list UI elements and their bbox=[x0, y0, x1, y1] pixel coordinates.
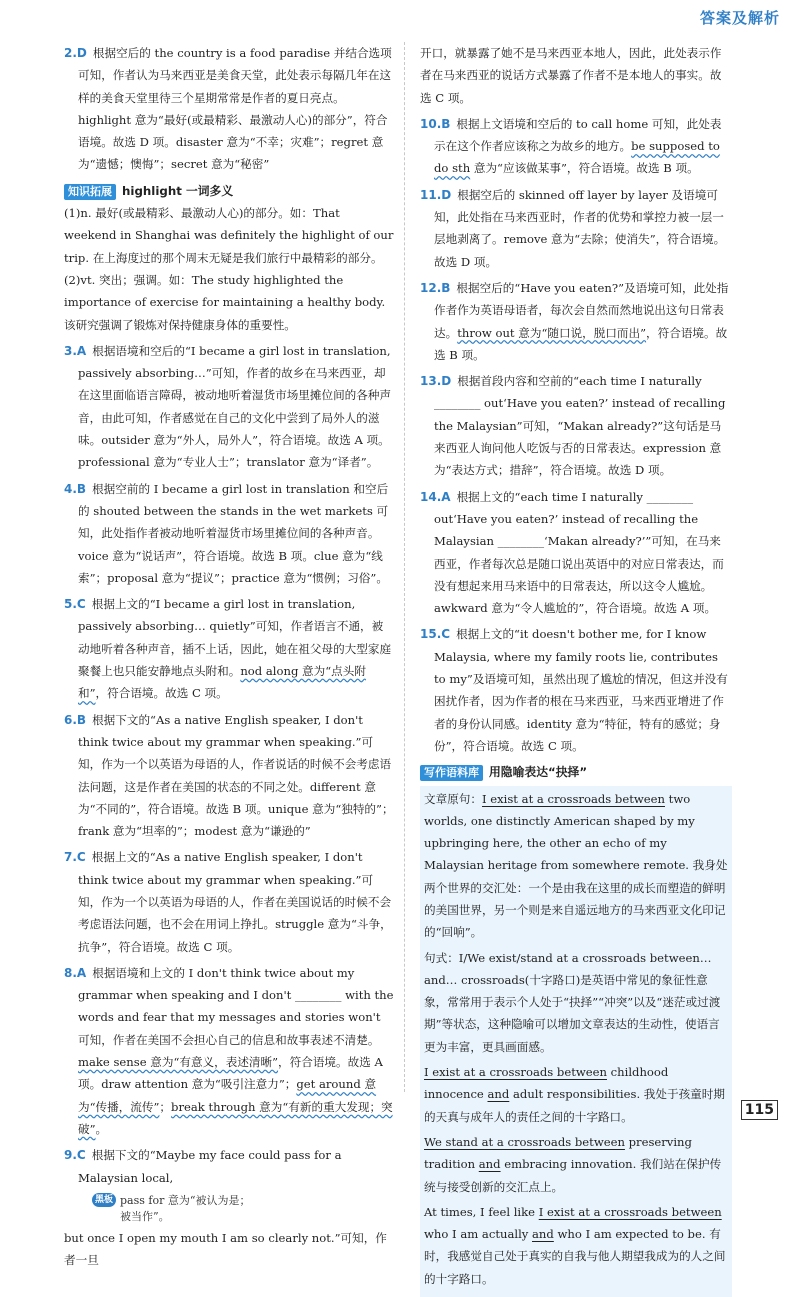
answer-explanation: 根据语境和空后的“I became a girl lost in translation, passively absorbing…”可知，作者的故乡在马来西亚，却在这里面临语言障碍，被动地听着湿货市场里摊位间的各种声音，由此可知，作者感觉在自己的文化中尝到了局外人的滋味。outsider 意为“外人，局外人”，符合语境。故选 A 项。professional 意为“专业人士”；translator 意为“译者”。 bbox=[78, 344, 391, 469]
knowledge-box bbox=[64, 180, 394, 336]
blackboard-icon: 黑板 bbox=[92, 1193, 116, 1207]
answer-letter: D bbox=[441, 374, 451, 388]
answer-item-6: 6.B 根据下文的“As a native English speaker, I don't think twice about my grammar when speaking.”可知，作为一个以英语为母语的人，作者说话的时候不会考虑语法问题，这是作者在美国的状态的不同之处。different 意为“不同的”，符合语境。故选 B 项。unique 意为“独特的”；frank 意为“坦率的”；modest 意为“谦逊的” bbox=[64, 709, 394, 843]
answer-item-13: 13.D 根据首段内容和空前的“each time I naturally ________ out‘Have you eaten?’ instead of recalling the Malaysian”可知，“Makan already?”这句话是马来西亚人询问他人吃饭与否的日常表达。expression 意为“表达方式；措辞”，符合语境。故选 D 项。 bbox=[420, 370, 732, 481]
answer-letter: B bbox=[77, 713, 86, 727]
example-3: At times, I feel like I exist at a crossroads between who I am actually and who I am expected to be. 有时，我感觉自己处于真实的自我与他人期望我成为的人之间的十字路口。 bbox=[424, 1201, 728, 1290]
answer-letter: D bbox=[77, 46, 87, 60]
answer-explanation: 根据空后的 the country is a food paradise 并结合选项可知，作者认为马来西亚是美食天堂，此处表示每隔几年在这样的美食天堂里待三个星期常常是作者的夏日亮点。highlight 意为“最好(或最精彩、最激动人心)的部分”，符合语境。故选 D 项。disaster 意为“不幸；灾难”；regret 意为“遗憾；懊悔”；secret 意为“秘密” bbox=[78, 46, 392, 171]
answer-item-9-continued-right: 开口，就暴露了她不是马来西亚本地人，因此，此处表示作者在马来西亚的说话方式暴露了作者不是本地人的事实。故选 C 项。 bbox=[420, 42, 732, 109]
example-1: I exist at a crossroads between childhood innocence and adult responsibilities. 我处于孩童时期的天真与成年人的责任之间的十字路口。 bbox=[424, 1061, 728, 1128]
answer-letter: A bbox=[77, 966, 86, 980]
answer-explanation: 根据上文的“it doesn't bother me, for I know Malaysia, where my family roots lie, contributes to my”及语境可知，虽然出现了尴尬的情况，但这并没有困扰作者，因为作者的根在马来西亚，马来西亚增进了作者的身份认同感。identity 意为“特征，特有的感觉；身份”，符合语境。故选 C 项。 bbox=[434, 627, 728, 752]
example-2: We stand at a crossroads between preserving tradition and embracing innovation. 我们站在保护传统与接受创新的交汇点上。 bbox=[424, 1131, 728, 1198]
knowledge-line-2: (2)vt. 突出；强调。如：The study highlighted the importance of exercise for maintaining a healthy body. 该研究强调了锻炼对保持健康身体的重要性。 bbox=[64, 269, 394, 336]
answer-item-12: 12.B 根据空后的“Have you eaten?”及语境可知，此处指作者作为英语母语者，每次会自然而然地说出这句日常表达。throw out 意为“随口说，脱口而出”，符合语境。故选 B 项。 bbox=[420, 277, 732, 366]
header-title: 答案及解析 bbox=[700, 7, 780, 28]
page-header bbox=[700, 0, 780, 34]
writing-corpus-box bbox=[420, 761, 732, 1297]
answer-letter: B bbox=[441, 281, 450, 295]
highlighted-phrase: make sense 意为“有意义，表述清晰” bbox=[78, 1055, 278, 1069]
answer-item-9: 9.C 根据下文的“Maybe my face could pass for a Malaysian local, bbox=[64, 1144, 394, 1189]
answer-letter: A bbox=[441, 490, 450, 504]
answer-item-11: 11.D 根据空后的 skinned off layer by layer 及语境可知，此处指在马来西亚时，作者的优势和掌控力被一层一层地剥离了。remove 意为“去除；使消失”，符合语境。故选 D 项。 bbox=[420, 184, 732, 273]
knowledge-line-1: (1)n. 最好(或最精彩、最激动人心)的部分。如：That weekend in Shanghai was definitely the highlight of our trip. 在上海度过的那个周末无疑是我们旅行中最精彩的部分。 bbox=[64, 202, 394, 269]
answer-explanation: 根据上文的“each time I naturally ________ out‘Have you eaten?’ instead of recalling the Malaysian ________‘Makan already?’”可知，在马来西亚，作者每次总是随口说出英语中的对应日常表达，而没有想起来用马来语中的日常表达，所以这令人尴尬。awkward 意为“令人尴尬的”，符合语境。故选 A 项。 bbox=[434, 490, 724, 615]
answer-item-15: 15.C 根据上文的“it doesn't bother me, for I know Malaysia, where my family roots lie, contributes to my”及语境可知，虽然出现了尴尬的情况，但这并没有困扰作者，因为作者的根在马来西亚，马来西亚增进了作者的身份认同感。identity 意为“特征，特有的感觉；身份”，符合语境。故选 C 项。 bbox=[420, 623, 732, 757]
writing-corpus-tag: 写作语料库 bbox=[420, 765, 483, 781]
answer-explanation: 根据上文的“As a native English speaker, I don't think twice about my grammar when speaking.”可知，作为一个以英语为母语的人，作者在美国说话的时候不会考虑语法问题，也不会在用词上挣扎。struggle 意为“斗争，抗争”，符合语境。故选 C 项。 bbox=[78, 850, 392, 953]
writing-corpus-title: 用隐喻表达“抉择” bbox=[489, 765, 587, 779]
writing-corpus-content bbox=[420, 786, 732, 1297]
highlighted-phrase: get around 意为“传播，流传” bbox=[78, 1077, 376, 1113]
answer-letter: B bbox=[77, 482, 86, 496]
answer-item-14: 14.A 根据上文的“each time I naturally ________ out‘Have you eaten?’ instead of recalling the Malaysian ________‘Makan already?’”可知，在马来西亚，作者每次总是随口说出英语中的对应日常表达，而没有想起来用马来语中的日常表达，所以这令人尴尬。awkward 意为“令人尴尬的”，符合语境。故选 A 项。 bbox=[420, 486, 732, 620]
highlighted-phrase: break through 意为“有新的重大发现；突破” bbox=[78, 1100, 393, 1136]
answer-explanation: 根据下文的“As a native English speaker, I don't think twice about my grammar when speaking.”可知，作为一个以英语为母语的人，作者说话的时候不会考虑语法问题，这是作者在美国的状态的不同之处。different 意为“不同的”，符合语境。故选 B 项。unique 意为“独特的”；frank 意为“坦率的”；modest 意为“谦逊的” bbox=[78, 713, 394, 838]
answer-item-5: 5.C 根据上文的“I became a girl lost in translation, passively absorbing… quietly”可知，作者语言不通，被动地听着各种声音，插不上话，因此，她在祖父母的大型家庭聚餐上也只能安静地点头附和。nod along 意为“点头附和”，符合语境。故选 C 项。 bbox=[64, 593, 394, 704]
answer-letter: C bbox=[77, 850, 86, 864]
answer-letter: A bbox=[77, 344, 86, 358]
answer-explanation: 根据首段内容和空前的“each time I naturally ________ out‘Have you eaten?’ instead of recalling the Malaysian”可知，“Makan already?”这句话是马来西亚人询问他人吃饭与否的日常表达。expression 意为“表达方式；措辞”，符合语境。故选 D 项。 bbox=[434, 374, 725, 477]
answer-letter: C bbox=[77, 597, 86, 611]
knowledge-tag: 知识拓展 bbox=[64, 184, 116, 200]
original-sentence: 文章原句：I exist at a crossroads between two worlds, one distinctly American shaped by my upbringing here, the other an echo of my Malaysian heritage from somewhere remote. 我身处两个世界的交汇处：一个是由我在这里的成长而塑造的鲜明的美国世界，另一个则是来自遥远地方的马来西亚文化印记的“回响”。 bbox=[424, 788, 728, 944]
answer-letter: C bbox=[77, 1148, 86, 1162]
right-column bbox=[420, 42, 732, 1297]
answer-item-7: 7.C 根据上文的“As a native English speaker, I don't think twice about my grammar when speaking.”可知，作为一个以英语为母语的人，作者在美国说话的时候不会考虑语法问题，也不会在用词上挣扎。struggle 意为“斗争，抗争”，符合语境。故选 C 项。 bbox=[64, 846, 394, 957]
answer-item-4: 4.B 根据空前的 I became a girl lost in translation 和空后的 shouted between the stands in the wet markets 可知，此处指作者被动地听着湿货市场里摊位间的各种声音。voice 意为“说话声”，符合语境。故选 B 项。clue 意为“线索”；proposal 意为“提议”；practice 意为“惯例；习俗”。 bbox=[64, 478, 394, 589]
answer-item-3: 3.A 根据语境和空后的“I became a girl lost in translation, passively absorbing…”可知，作者的故乡在马来西亚，却在这里面临语言障碍，被动地听着湿货市场里摊位间的各种声音，由此可知，作者感觉在自己的文化中尝到了局外人的滋味。outsider 意为“外人，局外人”，符合语境。故选 A 项。professional 意为“专业人士”；translator 意为“译者”。 bbox=[64, 340, 394, 474]
answer-explanation: 根据空后的 skinned off layer by layer 及语境可知，此处指在马来西亚时，作者的优势和掌控力被一层一层地剥离了。remove 意为“去除；使消失”，符合语境。故选 D 项。 bbox=[434, 188, 725, 269]
page-number: 115 bbox=[741, 1100, 778, 1120]
answer-item-8: 8.A 根据语境和上文的 I don't think twice about my grammar when speaking and I don't ________ with the words and fear that my messages and stories won't 可知，作者在美国不会担心自己的信息和故事表述不清楚。make sense 意为“有意义，表述清晰”，符合语境。故选 A 项。draw attention 意为“吸引注意力”；get around 意为“传播，流传”；break through 意为“有新的重大发现；突破”。 bbox=[64, 962, 394, 1140]
left-column bbox=[64, 42, 394, 1275]
blackboard-note bbox=[92, 1193, 394, 1225]
answer-letter: D bbox=[441, 188, 451, 202]
answer-letter: C bbox=[441, 627, 450, 641]
answer-item-9-continued: but once I open my mouth I am so clearly not.”可知，作者一旦 bbox=[64, 1227, 394, 1272]
highlighted-phrase: be supposed to do sth bbox=[434, 139, 720, 175]
answer-item-2: 2.D 根据空后的 the country is a food paradise 并结合选项可知，作者认为马来西亚是美食天堂，此处表示每隔几年在这样的美食天堂里待三个星期常常是作者的夏日亮点。highlight 意为“最好(或最精彩、最激动人心)的部分”，符合语境。故选 D 项。disaster 意为“不幸；灾难”；regret 意为“遗憾；懊悔”；secret 意为“秘密” bbox=[64, 42, 394, 176]
knowledge-title: highlight 一词多义 bbox=[122, 184, 233, 198]
sentence-pattern: 句式：I/We exist/stand at a crossroads between… and… crossroads(十字路口)是英语中常见的象征性意象，常常用于表示个人处于“抉择”“冲突”以及“迷茫或过渡期”等状态，这种隐喻可以增加文章表达的生动性，使语言更为丰富，更具画面感。 bbox=[424, 947, 728, 1058]
blackboard-note-text: pass for 意为“被认为是； 被当作”。 bbox=[120, 1193, 250, 1225]
highlighted-phrase: throw out 意为“随口说，脱口而出” bbox=[457, 326, 646, 340]
column-divider bbox=[404, 42, 405, 1092]
answer-letter: B bbox=[441, 117, 450, 131]
answer-item-10: 10.B 根据上文语境和空后的 to call home 可知，此处表示在这个作者应该称之为故乡的地方。be supposed to do sth 意为“应该做某事”，符合语境。故选 B 项。 bbox=[420, 113, 732, 180]
answer-explanation: 根据空前的 I became a girl lost in translation 和空后的 shouted between the stands in the wet markets 可知，此处指作者被动地听着湿货市场里摊位间的各种声音。voice 意为“说话声”，符合语境。故选 B 项。clue 意为“线索”；proposal 意为“提议”；practice 意为“惯例；习俗”。 bbox=[78, 482, 388, 585]
highlighted-phrase: nod along 意为“点头附和” bbox=[78, 664, 366, 700]
